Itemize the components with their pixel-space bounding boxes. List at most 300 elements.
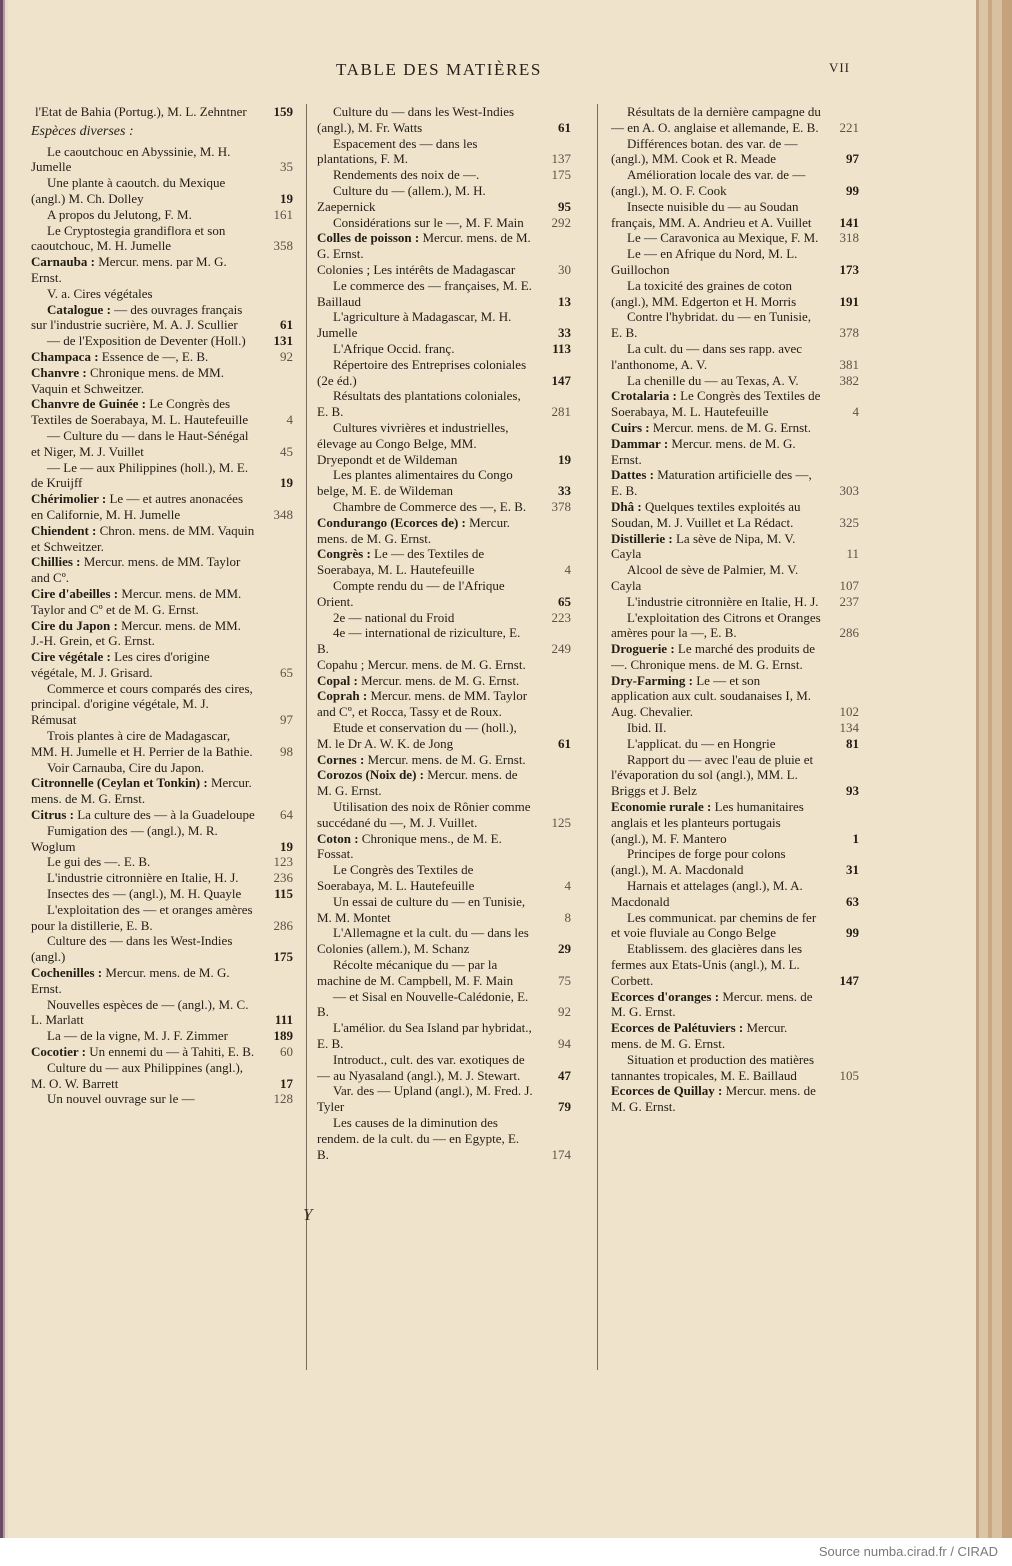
- entry-text: — de l'Exposition de Deventer (Holl.): [47, 333, 246, 349]
- entry-text: [611, 388, 821, 420]
- page-ref: 249: [551, 641, 571, 657]
- footer: [0, 1538, 1012, 1566]
- entry-text: Utilisation des noix de Rônier comme succédané du —, M. J. Vuillet.: [317, 799, 531, 830]
- entry-text: La — de la vigne, M. J. F. Zimmer: [47, 1028, 228, 1044]
- entry-text: L'exploitation des — et oranges amères pour la distillerie, E. B.: [31, 901, 253, 933]
- page-ref: 105: [839, 1067, 859, 1083]
- index-entry: [611, 467, 859, 499]
- index-entry: [31, 870, 293, 886]
- page-ref: 115: [274, 886, 293, 902]
- index-column-3: [611, 104, 859, 1376]
- index-entry: [317, 167, 571, 183]
- margin-mark: Y: [303, 1205, 313, 1224]
- page-ref: 63: [846, 893, 859, 909]
- entry-text: Nouvelles espèces de — (angl.), M. C. L. Marlatt: [31, 996, 249, 1028]
- entry-rest: Un ennemi du — à Tahiti, E. B.: [85, 1044, 255, 1060]
- entry-term: Catalogue :: [47, 301, 111, 317]
- entry-term: Corozos (Noix de) :: [317, 767, 424, 783]
- index-entry: [31, 760, 293, 776]
- page-ref: 4: [564, 878, 571, 894]
- entry-text: [611, 467, 821, 499]
- page-ref: 303: [839, 483, 859, 499]
- index-column-1: [31, 104, 293, 1376]
- entry-term: Ecorces de Quillay :: [611, 1083, 723, 1099]
- page-ref: 65: [558, 593, 571, 609]
- entry-term: Congrès :: [317, 546, 371, 562]
- index-entry: [31, 997, 293, 1029]
- entry-text: [31, 649, 255, 681]
- index-entry: [317, 499, 571, 515]
- page-number: VII: [828, 60, 850, 75]
- entry-text: L'amélior. du Sea Island par hybridat., E. B.: [317, 1020, 532, 1052]
- index-entry: [611, 641, 859, 673]
- entry-text: Résultats de la dernière campagne du — en A. O. anglaise et allemande, E. B.: [611, 104, 821, 135]
- entry-rest: Mercur. mens. de M. G. Ernst.: [317, 230, 531, 262]
- entry-text: L'industrie citronnière en Italie, H. J.: [627, 593, 819, 609]
- index-entry: [317, 388, 571, 420]
- index-entry: [611, 941, 859, 988]
- index-entry: [611, 246, 859, 278]
- page-ref: 147: [551, 372, 571, 388]
- page-ref: 221: [839, 119, 859, 135]
- entry-term: Ecorces de Palétuviers :: [611, 1020, 744, 1036]
- entry-text: [31, 349, 255, 365]
- entry-text: L'agriculture à Madagascar, M. H. Jumelle: [317, 309, 512, 341]
- entry-term: Chérimolier :: [31, 491, 107, 507]
- page-ref: 237: [839, 593, 859, 609]
- entry-text: [317, 515, 533, 547]
- page-ref: 13: [558, 293, 571, 309]
- entry-text: Insectes des — (angl.), M. H. Quayle: [47, 886, 242, 902]
- entry-text: [611, 641, 821, 673]
- index-entry: [31, 1060, 293, 1092]
- page-ref: 92: [558, 1004, 571, 1020]
- index-entry: [317, 1052, 571, 1084]
- index-entry: [317, 262, 571, 278]
- entry-text: Espacement des — dans les plantations, F. M.: [317, 135, 478, 167]
- entry-text: Trois plantes à cire de Madagascar, MM. H. Jumelle et H. Perrier de la Bathie.: [31, 728, 253, 759]
- entry-text: — et Sisal en Nouvelle-Calédonie, E. B.: [317, 988, 529, 1020]
- entry-text: 2e — national du Froid: [333, 609, 455, 625]
- entry-text: — Le — aux Philippines (holl.), M. E. de Kruijff: [31, 459, 249, 491]
- entry-rest: Mercur. mens. de M. G. Ernst.: [611, 1083, 816, 1115]
- entry-text: La cult. du — dans ses rapp. avec l'anthonome, A. V.: [611, 340, 803, 372]
- entry-rest: Mercur. mens. de MM. Taylor and Cº, et Rocca, Tassy et de Roux.: [317, 688, 528, 720]
- entry-text: Culture du — (allem.), M. H. Zaepernick: [317, 182, 486, 214]
- page-ref: 382: [839, 372, 859, 388]
- index-entry: [317, 420, 571, 467]
- entry-rest: Mercur. mens. de MM. J.-H. Grein, et G. Ernst.: [31, 617, 241, 649]
- index-entry: [611, 499, 859, 531]
- entry-text: Harnais et attelages (angl.), M. A. Macdonald: [611, 878, 803, 909]
- column-divider: [597, 104, 598, 1370]
- entry-term: Cire végétale :: [31, 649, 111, 665]
- page-ref: 318: [839, 230, 859, 246]
- entry-text: L'Afrique Occid. franç.: [333, 340, 455, 356]
- entry-text: L'applicat. du — en Hongrie: [627, 735, 776, 751]
- entry-text: [317, 673, 533, 689]
- page-ref: 107: [839, 577, 859, 593]
- index-entry: [611, 531, 859, 563]
- page-ref: 29: [558, 941, 571, 957]
- entry-text: Les communicat. par chemins de fer et voie fluviale au Congo Belge: [611, 909, 817, 941]
- index-entry: [611, 436, 859, 468]
- index-entry: [317, 104, 571, 136]
- index-entry: [31, 144, 293, 176]
- page-ref: 4: [286, 412, 293, 428]
- entry-text: Résultats des plantations coloniales, E. B.: [317, 388, 521, 420]
- entry-text: Introduct., cult. des var. exotiques de — au Nyasaland (angl.), M. J. Stewart.: [317, 1051, 525, 1083]
- index-entry: [31, 333, 293, 349]
- entry-term: Condurango (Ecorces de) :: [317, 514, 466, 530]
- index-entry: [611, 278, 859, 310]
- entry-text: Colonies ; Les intérêts de Madagascar: [317, 261, 516, 277]
- page-ref: 281: [551, 404, 571, 420]
- entry-text: Différences botan. des var. de — (angl.), MM. Cook et R. Meade: [611, 135, 798, 167]
- entry-text: [31, 302, 255, 334]
- entry-text: Etablissem. des glacières dans les fermes aux Etats-Unis (angl.), M. L. Corbett.: [611, 941, 803, 988]
- entry-rest: Le Congrès des Textiles de Soerabaya, M. L. Hautefeuille: [31, 396, 249, 428]
- entry-text: Ibid. II.: [627, 720, 667, 736]
- index-entry: [611, 1083, 859, 1115]
- entry-text: Principes de forge pour colons (angl.), M. A. Macdonald: [611, 846, 786, 878]
- index-entry: [31, 886, 293, 902]
- entry-rest: Mercur. mens. de M. G. Ernst.: [357, 672, 520, 688]
- page-ref: 61: [558, 119, 571, 135]
- entry-text: [31, 554, 255, 586]
- page-ref: 292: [551, 214, 571, 230]
- entry-text: 4e — international de riziculture, E. B.: [317, 625, 521, 657]
- entry-rest: Chronique mens., de M. E. Fossat.: [317, 830, 502, 862]
- index-entry: [317, 989, 571, 1021]
- entry-text: Les causes de la diminution des rendem. de la cult. du — en Egypte, E. B.: [317, 1115, 520, 1162]
- entry-text: Le — en Afrique du Nord, M. L. Guillochon: [611, 246, 798, 277]
- page-ref: 75: [558, 972, 571, 988]
- page-ref: 161: [273, 206, 293, 222]
- index-entry: [317, 357, 571, 389]
- index-entry: [31, 681, 293, 728]
- index-entry: [31, 618, 293, 650]
- entry-term: Dammar :: [611, 435, 669, 451]
- page-ref: 223: [551, 609, 571, 625]
- index-entry: [317, 894, 571, 926]
- index-entry: [31, 491, 293, 523]
- page-ref: 4: [564, 562, 571, 578]
- entry-text: Rendements des noix de —.: [333, 167, 480, 183]
- entry-rest: Le — et son application aux cult. soudanaises I, M. Aug. Chevalier.: [611, 672, 812, 720]
- entry-text: L'exploitation des Citrons et Oranges amères pour la —, E. B.: [611, 609, 821, 641]
- entry-text: Etude et conservation du — (holl.), M. le Dr A. W. K. de Jong: [317, 720, 517, 751]
- index-entry: [31, 902, 293, 934]
- entry-text: Le — Caravonica au Mexique, F. M.: [627, 230, 819, 246]
- page-edge: [970, 0, 1012, 1538]
- index-entry: [317, 1083, 571, 1115]
- index-entry: [317, 610, 571, 626]
- index-entry: [31, 104, 293, 120]
- entry-term: Coprah :: [317, 688, 368, 704]
- page-header: [28, 60, 850, 84]
- page-ref: 4: [852, 404, 859, 420]
- index-entry: [31, 1044, 293, 1060]
- page-ref: 19: [280, 475, 293, 491]
- entry-text: Répertoire des Entreprises coloniales (2e éd.): [317, 356, 527, 388]
- index-entry: [31, 854, 293, 870]
- entry-text: Espèces diverses :: [31, 123, 134, 139]
- index-entry: [317, 657, 571, 673]
- index-entry: [317, 183, 571, 215]
- entry-term: Copal :: [317, 672, 358, 688]
- entry-text: Un nouvel ouvrage sur le —: [47, 1091, 195, 1107]
- index-entry: [317, 215, 571, 231]
- index-entry: [611, 1020, 859, 1052]
- page-ref: 191: [839, 293, 859, 309]
- entry-term: Cire d'abeilles :: [31, 585, 119, 601]
- entry-text: [317, 230, 533, 262]
- entry-text: L'Allemagne et la cult. du — dans les Colonies (allem.), M. Schanz: [317, 925, 529, 957]
- page-ref: 1: [852, 830, 859, 846]
- entry-term: Droguerie :: [611, 641, 675, 657]
- index-entry: [611, 136, 859, 168]
- index-entry: [317, 341, 571, 357]
- entry-text: [317, 546, 533, 578]
- index-entry: [611, 673, 859, 720]
- entry-text: Un essai de culture du — en Tunisie, M. M. Montet: [317, 893, 526, 925]
- page-ref: 348: [273, 506, 293, 522]
- page-ref: 19: [280, 190, 293, 206]
- entry-text: [611, 1083, 821, 1115]
- entry-term: Colles de poisson :: [317, 230, 420, 246]
- index-entry: [611, 878, 859, 910]
- entry-text: [611, 799, 821, 846]
- entry-text: Le Cryptostegia grandiflora et son caoutchouc, M. H. Jumelle: [31, 222, 226, 254]
- entry-term: Dhâ :: [611, 498, 642, 514]
- entry-text: Voir Carnauba, Cire du Japon.: [47, 759, 205, 775]
- page-ref: 378: [551, 498, 571, 514]
- entry-text: — Culture du — dans le Haut-Sénégal et Niger, M. J. Vuillet: [31, 427, 249, 459]
- page-ref: 123: [273, 854, 293, 870]
- entry-text: [31, 618, 255, 650]
- page-ref: 93: [846, 783, 859, 799]
- entry-rest: La culture des — à la Guadeloupe: [73, 807, 255, 823]
- page-ref: 99: [846, 925, 859, 941]
- entry-rest: Le Congrès des Textiles de Soerabaya, M. L. Hautefeuille: [611, 388, 821, 420]
- page-ref: 79: [558, 1099, 571, 1115]
- page-ref: 378: [839, 325, 859, 341]
- index-entry: [31, 554, 293, 586]
- page-ref: 19: [558, 451, 571, 467]
- page-ref: 128: [273, 1091, 293, 1107]
- entry-rest: Chronique mens. de MM. Vaquin et Schweitzer.: [31, 364, 224, 396]
- entry-term: Distillerie :: [611, 530, 673, 546]
- index-entry: [317, 515, 571, 547]
- index-entry: [31, 365, 293, 397]
- entry-text: Récolte mécanique du — par la machine de M. Campbell, M. F. Main: [317, 957, 514, 988]
- page-ref: 175: [551, 167, 571, 183]
- page-ref: 111: [274, 1012, 293, 1028]
- entry-rest: Essence de —, E. B.: [98, 348, 209, 364]
- index-entry: [31, 396, 293, 428]
- entry-text: Alcool de sève de Palmier, M. V. Cayla: [611, 562, 799, 593]
- entry-text: Le Congrès des Textiles de Soerabaya, M. L. Hautefeuille: [317, 862, 475, 894]
- entry-rest: Les cires d'origine végétale, M. J. Grisard.: [31, 649, 210, 680]
- page-ref: 125: [551, 814, 571, 830]
- index-entry: [317, 673, 571, 689]
- index-entry: [31, 302, 293, 334]
- page-ref: 325: [839, 514, 859, 530]
- entry-text: Le gui des —. E. B.: [47, 854, 151, 870]
- index-entry: [317, 230, 571, 262]
- index-entry: [31, 254, 293, 286]
- entry-term: Coton :: [317, 830, 359, 846]
- entry-text: Rapport du — avec l'eau de pluie et l'évaporation du sol (angl.), MM. L. Briggs et J. Belz: [611, 751, 814, 799]
- index-entry: [317, 752, 571, 768]
- page-ref: 99: [846, 182, 859, 198]
- index-entry: [611, 309, 859, 341]
- page-ref: 173: [839, 261, 859, 277]
- index-entry: [317, 136, 571, 168]
- entry-term: Chiendent :: [31, 522, 97, 538]
- page-ref: 33: [558, 483, 571, 499]
- entry-text: Cultures vivrières et industrielles, élevage au Congo Belge, MM. Dryepondt et de Wildeman: [317, 419, 509, 467]
- page-ref: 286: [273, 917, 293, 933]
- page-ref: 147: [839, 972, 859, 988]
- index-entry: [317, 767, 571, 799]
- index-entry: [317, 578, 571, 610]
- entry-text: [611, 531, 821, 563]
- column-divider: [306, 104, 307, 1370]
- entry-term: Dry-Farming :: [611, 672, 693, 688]
- entry-rest: Maturation artificielle des —, E. B.: [611, 467, 812, 499]
- page-ref: 92: [280, 348, 293, 364]
- entry-text: Culture du — aux Philippines (angl.), M. O. W. Barrett: [31, 1059, 244, 1091]
- index-entry: [611, 736, 859, 752]
- entry-text: Culture des — dans les West-Indies (angl.): [31, 933, 233, 965]
- entry-rest: Mercur. mens. de M. G. Ernst.: [364, 751, 526, 767]
- entry-rest: Mercur. mens. de MM. Taylor and Cº.: [31, 554, 241, 586]
- page-ref: 174: [551, 1146, 571, 1162]
- entry-text: [31, 396, 255, 428]
- entry-text: Le caoutchouc en Abyssinie, M. H. Jumelle: [31, 143, 231, 175]
- index-entry: [31, 124, 293, 140]
- entry-text: [611, 989, 821, 1021]
- entry-text: [31, 1044, 255, 1060]
- index-entry: [611, 846, 859, 878]
- page-ref: 134: [839, 720, 859, 736]
- entry-text: Contre l'hybridat. du — en Tunisie, E. B.: [611, 309, 811, 341]
- entry-rest: Mercur. mens. de M. G. Ernst.: [31, 775, 252, 807]
- index-entry: [611, 104, 859, 136]
- index-entry: [31, 823, 293, 855]
- entry-rest: — des ouvrages français sur l'industrie sucrière, M. A. J. Scullier: [31, 301, 243, 333]
- page-ref: 47: [558, 1067, 571, 1083]
- page-ref: 141: [839, 214, 859, 230]
- entry-text: [611, 420, 821, 436]
- entry-rest: Mercur. mens. de M. G. Ernst.: [611, 988, 813, 1020]
- index-entry: [317, 278, 571, 310]
- page-ref: 113: [552, 340, 571, 356]
- entry-term: Cornes :: [317, 751, 365, 767]
- entry-term: Cocotier :: [31, 1044, 86, 1060]
- binding-edge: [0, 0, 8, 1538]
- page-ref: 11: [846, 546, 859, 562]
- entry-text: Chambre de Commerce des —, E. B.: [333, 498, 527, 514]
- entry-text: Considérations sur le —, M. F. Main: [333, 214, 524, 230]
- entry-term: Citrus :: [31, 807, 74, 823]
- index-entry: [31, 286, 293, 302]
- entry-text: Le commerce des — françaises, M. E. Baillaud: [317, 277, 532, 309]
- page-ref: 31: [846, 862, 859, 878]
- index-entry: [317, 309, 571, 341]
- index-entry: [611, 720, 859, 736]
- index-entry: [31, 586, 293, 618]
- entry-text: l'Etat de Bahia (Portug.), M. L. Zehntner: [35, 104, 247, 119]
- entry-rest: Mercur. mens. de M. G. Ernst.: [317, 514, 510, 546]
- page-ref: 17: [280, 1075, 293, 1091]
- page-ref: 65: [280, 664, 293, 680]
- index-entry: [31, 649, 293, 681]
- entry-rest: Chron. mens. de MM. Vaquin et Schweitzer.: [31, 522, 255, 554]
- index-entry: [611, 230, 859, 246]
- index-entry: [611, 910, 859, 942]
- page-ref: 175: [273, 949, 293, 965]
- page-ref: 97: [280, 712, 293, 728]
- index-entry: [611, 610, 859, 642]
- source-credit: Source numba.cirad.fr / CIRAD: [818, 1544, 998, 1559]
- page-ref: 137: [551, 151, 571, 167]
- index-entry: [317, 546, 571, 578]
- index-entry: [317, 688, 571, 720]
- entry-term: Economie rurale :: [611, 799, 712, 815]
- index-entry: [317, 1115, 571, 1162]
- index-entry: [317, 799, 571, 831]
- index-entry: [31, 428, 293, 460]
- entry-text: [31, 807, 255, 823]
- page-ref: 35: [280, 159, 293, 175]
- index-entry: [31, 1091, 293, 1107]
- index-entry: [31, 775, 293, 807]
- entry-text: Amélioration locale des var. de — (angl.), M. O. F. Cook: [611, 167, 806, 198]
- entry-term: Chillies :: [31, 554, 81, 570]
- index-entry: [611, 562, 859, 594]
- entry-text: [317, 767, 533, 799]
- index-entry: [317, 1020, 571, 1052]
- page-ref: 381: [839, 356, 859, 372]
- index-entry: [611, 989, 859, 1021]
- entry-rest: Mercur. mens. de M. G. Ernst.: [611, 435, 796, 467]
- index-entry: [611, 799, 859, 846]
- page-ref: 98: [280, 743, 293, 759]
- entry-rest: Mercur. mens. de M. G. Ernst.: [31, 965, 230, 996]
- entry-rest: Mercur. mens. par M. G. Ernst.: [31, 254, 227, 285]
- entry-term: Ecorces d'oranges :: [611, 988, 720, 1004]
- page-ref: 61: [280, 317, 293, 333]
- entry-rest: Les humanitaires anglais et les planteurs portugais (angl.), M. F. Mantero: [611, 799, 804, 846]
- index-entry: [611, 341, 859, 373]
- entry-term: Champaca :: [31, 348, 99, 364]
- page-ref: 159: [273, 104, 293, 119]
- entry-rest: Mercur. mens. de MM. Taylor and Cº et de M. G. Ernst.: [31, 585, 242, 617]
- entry-rest: Le marché des produits de —. Chronique mens. de M. G. Ernst.: [611, 641, 816, 672]
- index-entry: [317, 720, 571, 752]
- entry-term: Citronnelle (Ceylan et Tonkin) :: [31, 775, 208, 791]
- entry-text: [31, 775, 255, 807]
- page-ref: 286: [839, 625, 859, 641]
- entry-term: Crotalaria :: [611, 388, 677, 404]
- entry-text: [317, 831, 533, 863]
- index-entry: [611, 373, 859, 389]
- page-ref: 95: [558, 198, 571, 214]
- entry-term: Chanvre :: [31, 364, 87, 380]
